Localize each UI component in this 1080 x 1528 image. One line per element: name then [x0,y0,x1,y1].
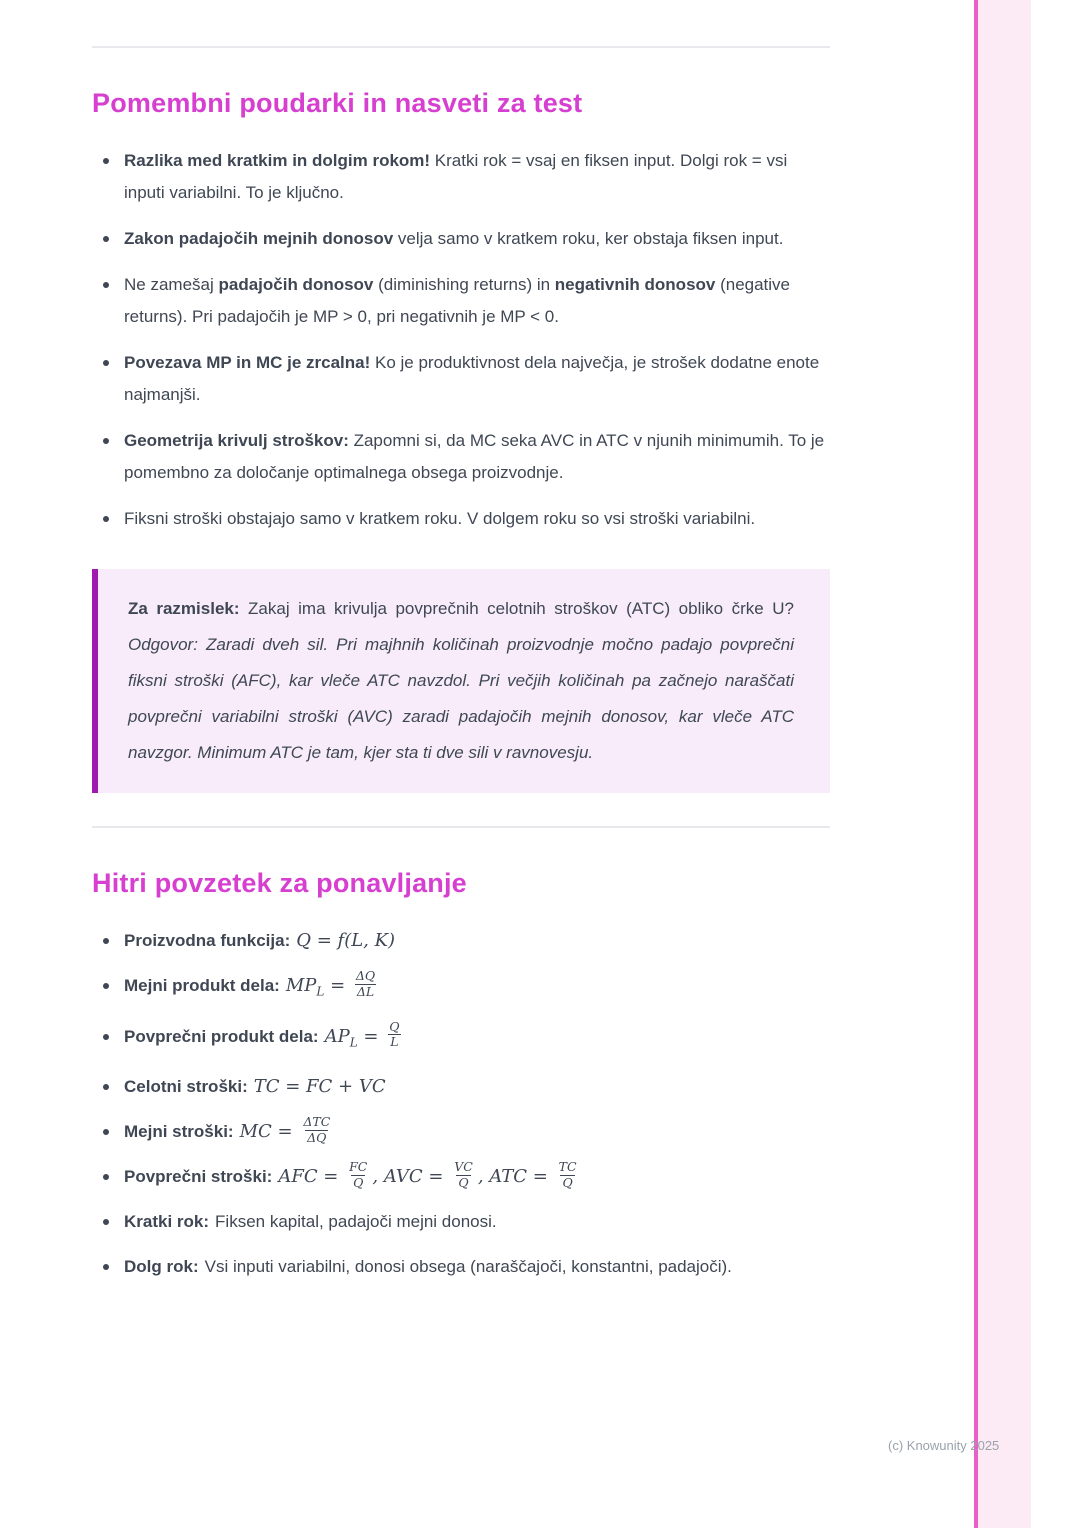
list-item: Ne zamešaj padajočih donosov (diminishing returns) in negativnih donosov (negative returns). Pri padajočih je MP > 0, pri negativnih je MP < 0. [92,269,830,333]
fraction: $\frac{TC}{Q}$ [558,1159,577,1190]
item-label: Povprečni stroški: [124,1167,273,1187]
list-item: Povezava MP in MC je zrcalna! Ko je produktivnost dela največja, je strošek dodatne enote najmanjši. [92,347,830,411]
item-label: Povprečni produkt dela: [124,1026,319,1046]
top-divider [92,46,830,48]
fraction: $\frac{VC}{Q}$ [454,1159,473,1190]
fraction: $\frac{\Delta Q}{\Delta L}$ [355,968,376,999]
item-label: Mejni stroški: [124,1122,234,1142]
list-item: Razlika med kratkim in dolgim rokom! Kratki rok = vsaj en fiksen input. Dolgi rok = vsi inputi variabilni. To je ključno. [92,145,830,209]
summary-item-average-costs [92,1161,830,1193]
formula: $MP_L$ = $\frac{\Delta Q}{\Delta L}$ [285,968,376,999]
section-title-summary: Hitri povzetek za ponavljanje [92,868,467,898]
list-item: Zakon padajočih mejnih donosov velja samo v kratkem roku, ker obstaja fiksen input. [92,223,830,255]
list-item: Fiksni stroški obstajajo samo v kratkem roku. V dolgem roku so vsi stroški variabilni. [92,503,830,535]
copyright-footer: (c) Knowunity 2025 [888,1438,1000,1453]
content-column [92,0,830,1296]
mid-divider [92,826,830,828]
summary-item-marginal-cost [92,1116,830,1148]
item-label: Kratki rok: [124,1212,210,1232]
item-label: Proizvodna funkcija: [124,931,291,950]
item-label: Celotni stroški: [124,1077,248,1097]
formula: TC = FC + VC [253,1076,386,1098]
summary-item-marginal-product [92,970,830,1008]
section-title-tips: Pomembni poudarki in nasveti za test [92,88,583,118]
item-label: Mejni produkt dela: [124,976,280,995]
formula: AFC = $\frac{FC}{Q}$ , AVC = $\frac{VC}{Q}$ , ATC = $\frac{TC}{Q}$ [278,1159,577,1190]
summary-item-average-product [92,1018,830,1059]
summary-list [92,925,830,1283]
summary-item-total-cost [92,1071,830,1103]
fraction: $\frac{Q}{L}$ [389,1018,400,1050]
formula: MC = $\frac{\text{ΔTC}}{\Delta Q}$ [239,1114,331,1145]
summary-item-long-run [92,1251,830,1283]
item-label: Dolg rok: [124,1257,199,1277]
formula: $AP_L$ = $\frac{Q}{L}$ [324,1018,400,1050]
item-text: Fiksen kapital, padajoči mejni donosi. [215,1212,497,1232]
summary-item-production-function [92,925,830,957]
side-accent-strip [974,0,1031,1528]
list-item: Geometrija krivulj stroškov: Zapomni si, da MC seka AVC in ATC v njunih minimumih. To je pomembno za določanje optimalnega obsega proizvodnje. [92,425,830,489]
fraction: $\frac{\text{ΔTC}}{\Delta Q}$ [303,1114,331,1145]
summary-item-short-run [92,1206,830,1238]
item-text: Vsi inputi variabilni, donosi obsega (naraščajoči, konstantni, padajoči). [204,1257,732,1277]
formula: Q = f(L, K) [296,930,396,951]
tips-list [92,145,830,535]
reflection-callout: Za razmislek: Zakaj ima krivulja povprečnih celotnih stroškov (ATC) obliko črke U? Odgovor: Zaradi dveh sil. Pri majhnih količinah proizvodnje močno padajo povprečni fiksni stroški (AFC), kar vleče ATC navzdol. Pri večjih količinah pa začnejo naraščati povprečni variabilni stroški (AVC) zaradi padajočih mejnih donosov, kar vleče ATC navzgor. Minimum ATC je tam, kjer sta ti dve sili v ravnovesju. [92,569,830,793]
fraction: $\frac{FC}{Q}$ [349,1159,368,1190]
